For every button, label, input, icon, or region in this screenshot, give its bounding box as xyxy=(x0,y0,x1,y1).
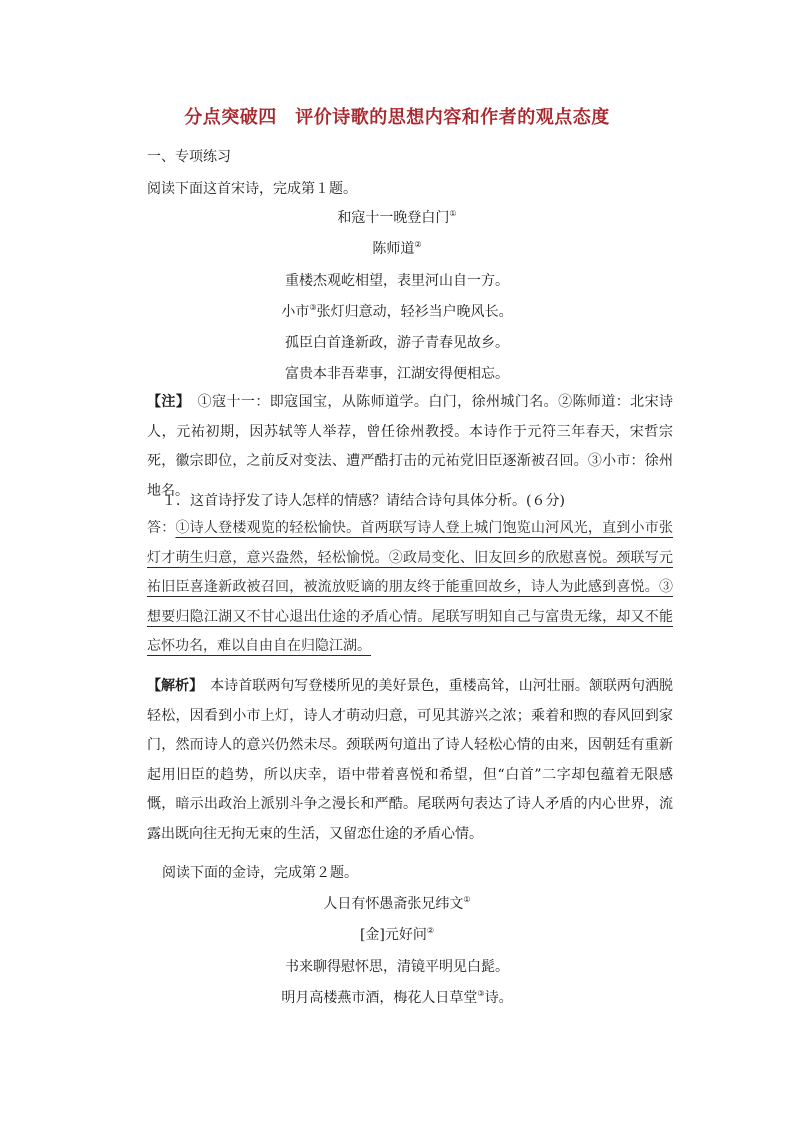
poem1-line-1: 重楼杰观屹相望，表里河山自一方。 xyxy=(285,273,509,289)
poem2-author xyxy=(0,924,794,944)
answer-1 xyxy=(147,514,673,662)
poem1-title-note: ① xyxy=(449,209,457,218)
analysis-paragraph xyxy=(147,672,673,849)
answer-label: 答： xyxy=(147,520,176,536)
poem1-line-2b: 张灯归意动，轻衫当户晚风长。 xyxy=(316,304,513,320)
poem2-title-note: ① xyxy=(463,895,471,904)
intro-text-1: 阅读下面这首宋诗，完成第１题。 xyxy=(147,181,357,197)
poem2-line-2b: 诗。 xyxy=(484,990,513,1006)
page-title: 分点突破四 评价诗歌的思想内容和作者的观点态度 xyxy=(184,107,610,128)
analysis-label: 【解析】 xyxy=(147,678,197,694)
poem2-line-1: 书来聊得慰怀思，清镜平明见白髭。 xyxy=(285,959,509,975)
analysis-text: 本诗首联两句写登楼所见的美好景色，重楼高耸，山河壮丽。颔联两句洒脱轻松，因看到小市上灯，诗人才萌动归意，可见其游兴之浓；乘着和煦的春风回到家门，然而诗人的意兴仍然未尽。颈联两句道出了诗人轻松心情的由来，因朝廷有重新起用旧臣的趋势，所以庆幸，语中带着喜悦和希望，但“白首”二字却包蕴着无限感慨，暗示出政治上派别斗争之漫长和严酷。尾联两句表达了诗人矛盾的内心世界，流露出既向往无拘无束的生活，又留恋仕途的矛盾心情。 xyxy=(147,678,673,842)
poem2-line-2 xyxy=(0,987,794,1007)
poem2-title xyxy=(0,893,794,913)
poem1-line-2-note: ③ xyxy=(309,303,317,312)
poem1-line-3: 孤臣白首逢新政，游子青春见故乡。 xyxy=(285,335,509,351)
section-heading: 一、专项练习 xyxy=(147,149,231,165)
poem1-author xyxy=(0,238,794,258)
note-text: ①寇十一：即寇国宝，从陈师道学。白门，徐州城门名。②陈师道：北宋诗人，元祐初期，因苏轼等人举荐，曾任徐州教授。本诗作于元符三年春天，宋哲宗死，徽宗即位，之前反对变法、遭严酷打击的元祐党旧臣逐渐被召回。③小市：徐州地名。 xyxy=(147,394,673,499)
poem2-line-2-note: ③ xyxy=(477,989,485,998)
note-paragraph xyxy=(147,388,673,506)
poem1-line-2a: 小市 xyxy=(281,304,310,320)
poem2-author-note: ② xyxy=(426,926,435,935)
poem1-author-text: 陈师道 xyxy=(372,241,415,257)
poem1-line-2 xyxy=(0,301,794,321)
poem1-author-note: ② xyxy=(414,240,422,249)
poem1-line-4: 富贵本非吾辈事，江湖安得便相忘。 xyxy=(285,366,509,382)
question-1: １．这首诗抒发了诗人怎样的情感？请结合诗句具体分析。(６分) xyxy=(162,493,565,509)
poem1-title xyxy=(0,207,794,227)
poem2-line-2a: 明月高楼燕市酒，梅花人日草堂 xyxy=(281,990,478,1006)
poem2-author-text: [金]元好问 xyxy=(359,927,427,943)
poem1-title-text: 和寇十一晚登白门 xyxy=(337,210,450,226)
note-label: 【注】 xyxy=(147,394,184,410)
poem2-title-text: 人日有怀愚斋张兄纬文 xyxy=(323,896,464,912)
intro-text-2: 阅读下面的金诗，完成第２题。 xyxy=(162,865,358,881)
answer-text: ①诗人登楼观览的轻松愉快。首两联写诗人登上城门饱览山河风光，直到小市张灯才萌生归意，意兴盎然，轻松愉悦。②政局变化、旧友回乡的欣慰喜悦。颈联写元祐旧臣喜逢新政被召回，被流放贬谪的朋友终于能重回故乡，诗人为此感到喜悦。③想要归隐江湖又不甘心退出仕途的矛盾心情。尾联写明知自己与富贵无缘，却又不能忘怀功名，难以自由自在归隐江湖。 xyxy=(147,520,674,654)
